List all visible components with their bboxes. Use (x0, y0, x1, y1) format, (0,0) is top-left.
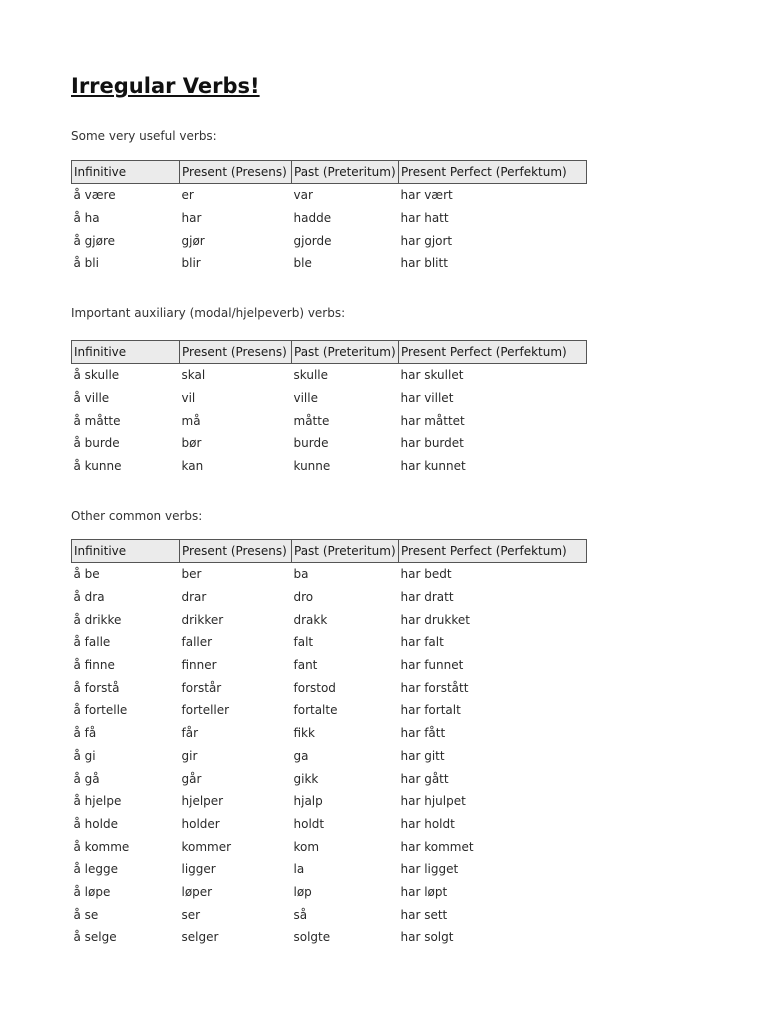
cell-present: gir (181, 748, 198, 763)
cell-present: drar (181, 590, 207, 605)
cell-past: ba (293, 567, 309, 582)
cell-present-perfect: har bedt (400, 567, 452, 582)
table-row (72, 835, 587, 858)
section-intro-useful-verbs: Some very useful verbs: (71, 129, 217, 143)
table-row (72, 722, 587, 745)
column-header-present: Present (Presens) (180, 161, 292, 184)
cell-present-perfect: har forstått (400, 680, 469, 695)
cell-present: går (181, 771, 202, 786)
cell-present: finner (181, 658, 217, 673)
cell-past: dro (293, 590, 314, 605)
table-row (72, 745, 587, 768)
cell-past: ble (293, 256, 312, 271)
cell-past: burde (293, 436, 329, 451)
cell-present-perfect: har gitt (400, 748, 445, 763)
table-row (72, 813, 587, 836)
table-row (72, 409, 587, 432)
cell-infinitive: å få (73, 726, 97, 741)
column-header-past: Past (Preteritum) (292, 540, 399, 563)
cell-past: løp (293, 884, 312, 899)
cell-past: forstod (293, 680, 336, 695)
cell-infinitive: å be (73, 567, 100, 582)
cell-present: ser (181, 907, 201, 922)
cell-past: ville (293, 391, 318, 406)
table-row (72, 881, 587, 904)
cell-infinitive: å løpe (73, 884, 111, 899)
cell-past: skulle (293, 368, 328, 383)
cell-present: bør (181, 436, 202, 451)
cell-present-perfect: har holdt (400, 816, 455, 831)
verb-table-auxiliary (71, 340, 587, 477)
cell-infinitive: å bli (73, 256, 99, 271)
cell-infinitive: å gi (73, 748, 96, 763)
cell-present: vil (181, 391, 196, 406)
table-row (72, 252, 587, 275)
cell-present-perfect: har fortalt (400, 703, 461, 718)
table-row (72, 207, 587, 230)
cell-infinitive: å ha (73, 211, 100, 226)
cell-present: kan (181, 459, 204, 474)
table-row (72, 608, 587, 631)
table-row (72, 926, 587, 949)
cell-present-perfect: har hatt (400, 211, 449, 226)
cell-present-perfect: har kunnet (400, 459, 466, 474)
table-row (72, 229, 587, 252)
verb-table-useful (71, 160, 587, 275)
cell-infinitive: å selge (73, 930, 117, 945)
cell-present: gjør (181, 233, 205, 248)
cell-present-perfect: har skullet (400, 368, 464, 383)
column-header-present-perfect: Present Perfect (Perfektum) (399, 161, 587, 184)
table-row (72, 184, 587, 207)
verb-table-common (71, 539, 587, 949)
cell-present-perfect: har solgt (400, 930, 454, 945)
cell-past: hjalp (293, 794, 323, 809)
table-row (72, 364, 587, 387)
table-row (72, 654, 587, 677)
cell-present-perfect: har vært (400, 188, 453, 203)
table-header-row (72, 161, 587, 184)
cell-present-perfect: har funnet (400, 658, 464, 673)
cell-present-perfect: har drukket (400, 612, 470, 627)
cell-past: var (293, 188, 313, 203)
table-row (72, 676, 587, 699)
cell-past: ga (293, 748, 309, 763)
cell-present: faller (181, 635, 213, 650)
column-header-infinitive: Infinitive (72, 161, 180, 184)
table-header-row (72, 341, 587, 364)
section-intro-auxiliary-verbs: Important auxiliary (modal/hjelpeverb) verbs: (71, 306, 346, 320)
cell-present: er (181, 188, 194, 203)
column-header-past: Past (Preteritum) (292, 341, 399, 364)
cell-past: kunne (293, 459, 331, 474)
table-row (72, 563, 587, 586)
table-row (72, 432, 587, 455)
cell-present: løper (181, 884, 213, 899)
column-header-present: Present (Presens) (180, 540, 292, 563)
cell-present-perfect: har burdet (400, 436, 464, 451)
cell-present-perfect: har hjulpet (400, 794, 466, 809)
cell-infinitive: å kunne (73, 459, 122, 474)
cell-infinitive: å skulle (73, 368, 120, 383)
cell-past: solgte (293, 930, 331, 945)
cell-present-perfect: har fått (400, 726, 446, 741)
table-row (72, 631, 587, 654)
cell-present: holder (181, 816, 220, 831)
cell-past: hadde (293, 211, 332, 226)
cell-present-perfect: har falt (400, 635, 444, 650)
table-row (72, 455, 587, 478)
cell-past: holdt (293, 816, 325, 831)
cell-past: så (293, 907, 308, 922)
cell-present-perfect: har løpt (400, 884, 448, 899)
column-header-infinitive: Infinitive (72, 341, 180, 364)
cell-present: forstår (181, 680, 222, 695)
section-intro-common-verbs: Other common verbs: (71, 509, 203, 523)
cell-infinitive: å legge (73, 862, 119, 877)
page-title: Irregular Verbs! (71, 74, 260, 98)
table-row (72, 586, 587, 609)
cell-present-perfect: har villet (400, 391, 454, 406)
cell-present: forteller (181, 703, 230, 718)
cell-present: får (181, 726, 199, 741)
cell-present: blir (181, 256, 201, 271)
table-row (72, 858, 587, 881)
table-row (72, 903, 587, 926)
cell-past: fant (293, 658, 318, 673)
cell-infinitive: å falle (73, 635, 111, 650)
cell-present: ber (181, 567, 202, 582)
cell-past: falt (293, 635, 314, 650)
cell-past: kom (293, 839, 320, 854)
cell-infinitive: å finne (73, 658, 115, 673)
cell-past: fikk (293, 726, 315, 741)
column-header-present-perfect: Present Perfect (Perfektum) (399, 341, 587, 364)
cell-infinitive: å holde (73, 816, 118, 831)
cell-infinitive: å gjøre (73, 233, 116, 248)
cell-past: la (293, 862, 305, 877)
cell-infinitive: å fortelle (73, 703, 128, 718)
cell-infinitive: å burde (73, 436, 120, 451)
column-header-present-perfect: Present Perfect (Perfektum) (399, 540, 587, 563)
cell-infinitive: å dra (73, 590, 105, 605)
cell-present-perfect: har måttet (400, 413, 465, 428)
column-header-past: Past (Preteritum) (292, 161, 399, 184)
cell-infinitive: å måtte (73, 413, 121, 428)
cell-infinitive: å hjelpe (73, 794, 122, 809)
cell-past: måtte (293, 413, 330, 428)
cell-past: drakk (293, 612, 328, 627)
table-row (72, 387, 587, 410)
cell-present: ligger (181, 862, 216, 877)
table-header-row (72, 540, 587, 563)
cell-present: drikker (181, 612, 224, 627)
cell-past: gikk (293, 771, 319, 786)
cell-past: fortalte (293, 703, 338, 718)
column-header-infinitive: Infinitive (72, 540, 180, 563)
cell-present-perfect: har dratt (400, 590, 454, 605)
cell-infinitive: å se (73, 907, 99, 922)
cell-present-perfect: har gått (400, 771, 449, 786)
table-row (72, 767, 587, 790)
cell-present: selger (181, 930, 219, 945)
cell-infinitive: å komme (73, 839, 130, 854)
cell-present-perfect: har ligget (400, 862, 459, 877)
cell-present-perfect: har sett (400, 907, 448, 922)
cell-present: kommer (181, 839, 232, 854)
table-row (72, 790, 587, 813)
cell-present-perfect: har kommet (400, 839, 474, 854)
cell-infinitive: å være (73, 188, 116, 203)
cell-present-perfect: har gjort (400, 233, 453, 248)
cell-present: må (181, 413, 201, 428)
cell-present: skal (181, 368, 206, 383)
cell-present-perfect: har blitt (400, 256, 448, 271)
table-row (72, 699, 587, 722)
cell-infinitive: å forstå (73, 680, 120, 695)
column-header-present: Present (Presens) (180, 341, 292, 364)
cell-present: har (181, 211, 202, 226)
cell-infinitive: å gå (73, 771, 100, 786)
cell-past: gjorde (293, 233, 332, 248)
cell-infinitive: å drikke (73, 612, 122, 627)
cell-present: hjelper (181, 794, 224, 809)
cell-infinitive: å ville (73, 391, 110, 406)
